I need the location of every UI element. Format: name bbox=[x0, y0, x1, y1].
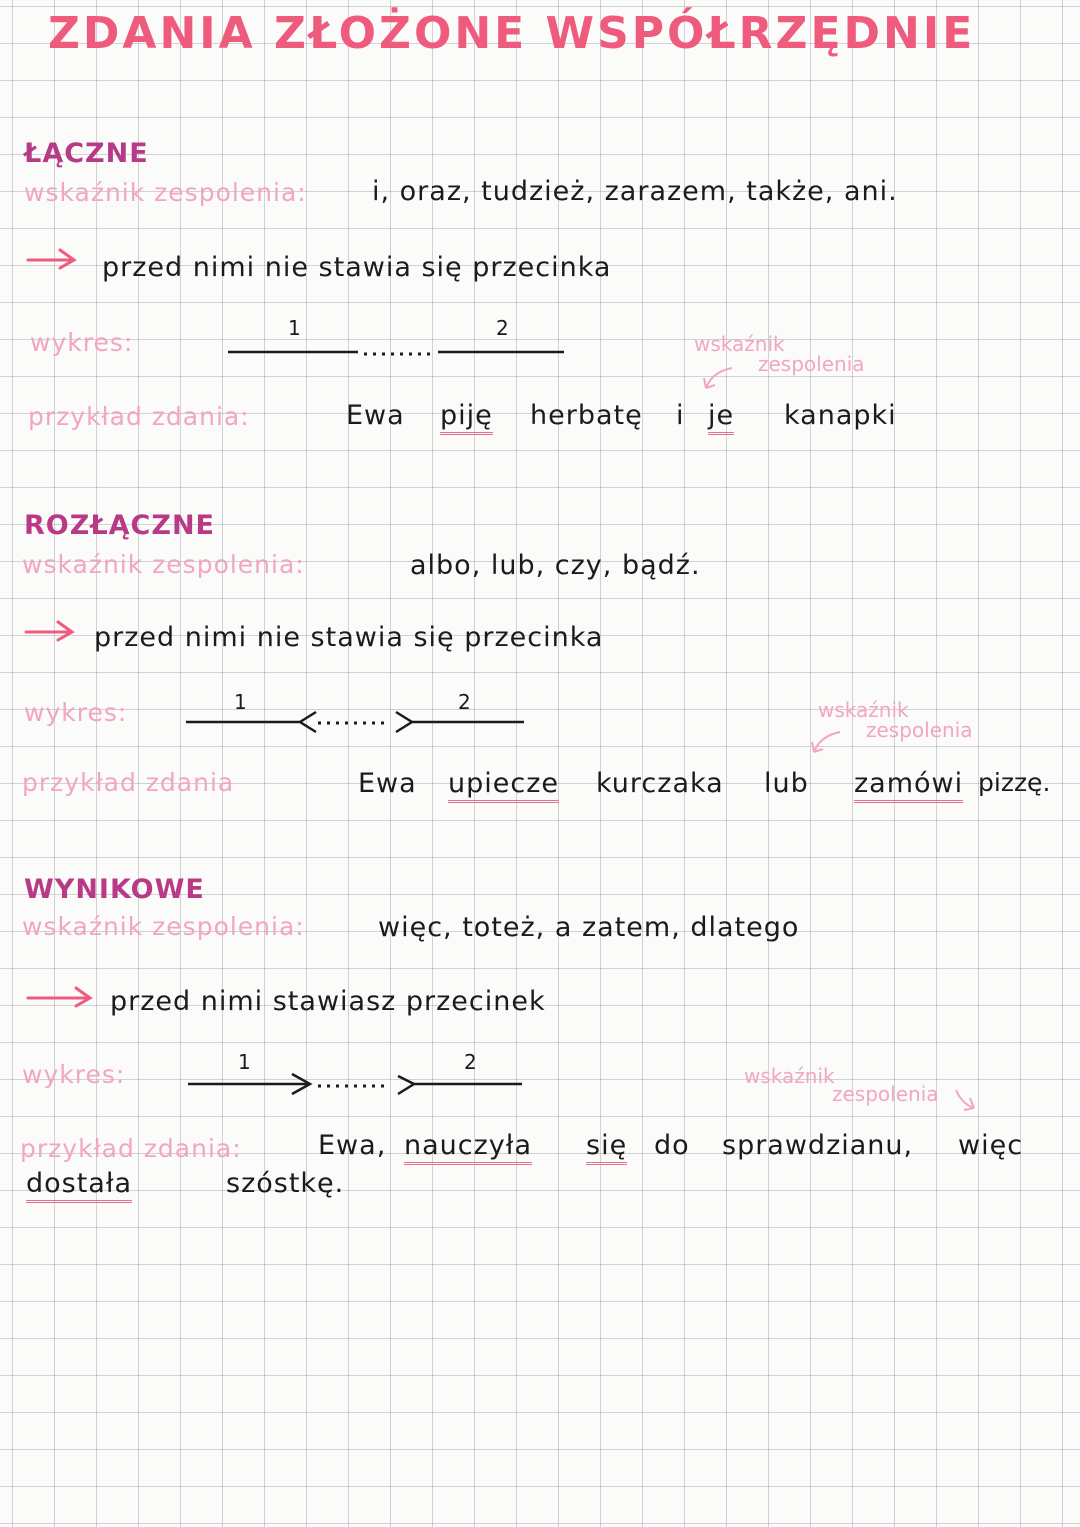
example-predicate: je bbox=[708, 400, 734, 435]
example-predicate: zamówi bbox=[854, 768, 963, 803]
example-word: sprawdzianu, bbox=[722, 1130, 914, 1161]
side-note-line2: zespolenia bbox=[758, 352, 865, 376]
curved-arrow-icon bbox=[806, 728, 846, 762]
side-note-line1: wskaźnik bbox=[744, 1064, 835, 1088]
example-word: pizzę. bbox=[978, 768, 1051, 797]
side-note-line2: zespolenia bbox=[832, 1082, 939, 1106]
diagram-number-2: 2 bbox=[464, 1050, 478, 1074]
diagram-number-2: 2 bbox=[496, 316, 510, 340]
arrow-right-icon bbox=[24, 618, 76, 644]
arrow-right-icon bbox=[26, 984, 94, 1010]
diagram-label: wykres: bbox=[24, 698, 128, 727]
example-word: kurczaka bbox=[596, 768, 724, 799]
diagram-number-1: 1 bbox=[288, 316, 302, 340]
rule-text: przed nimi nie stawia się przecinka bbox=[102, 252, 612, 283]
section-heading: WYNIKOWE bbox=[24, 874, 205, 905]
example-label: przykład zdania bbox=[22, 768, 235, 797]
curved-arrow-icon bbox=[950, 1086, 984, 1118]
indicator-label: wskaźnik zespolenia: bbox=[24, 178, 307, 207]
diagram-number-1: 1 bbox=[234, 690, 248, 714]
curved-arrow-icon bbox=[698, 364, 738, 398]
coordinate-diagram bbox=[226, 318, 566, 362]
example-word: szóstkę. bbox=[226, 1168, 345, 1199]
diagram-label: wykres: bbox=[30, 328, 134, 357]
example-conjunction: więc bbox=[958, 1130, 1024, 1161]
example-label: przykład zdania: bbox=[28, 402, 250, 431]
diagram-number-2: 2 bbox=[458, 690, 472, 714]
indicator-values: i, oraz, tudzież, zarazem, także, ani. bbox=[372, 176, 898, 207]
indicator-label: wskaźnik zespolenia: bbox=[22, 550, 305, 579]
example-word: Ewa bbox=[346, 400, 405, 431]
example-word: Ewa, bbox=[318, 1130, 387, 1161]
indicator-values: więc, toteż, a zatem, dlatego bbox=[378, 912, 800, 943]
section-heading: ROZŁĄCZNE bbox=[24, 510, 215, 541]
diagram-label: wykres: bbox=[22, 1060, 126, 1089]
side-note-line1: wskaźnik bbox=[818, 698, 909, 722]
example-word: do bbox=[654, 1130, 690, 1161]
example-word: herbatę bbox=[530, 400, 643, 431]
diagram-number-1: 1 bbox=[238, 1050, 252, 1074]
rule-text: przed nimi stawiasz przecinek bbox=[110, 986, 546, 1017]
side-note-line2: zespolenia bbox=[866, 718, 973, 742]
example-label: przykład zdania: bbox=[20, 1134, 242, 1163]
section-heading: ŁĄCZNE bbox=[24, 138, 149, 169]
indicator-values: albo, lub, czy, bądź. bbox=[410, 550, 701, 581]
example-conjunction: lub bbox=[764, 768, 809, 799]
example-word: kanapki bbox=[784, 400, 897, 431]
side-note-line1: wskaźnik bbox=[694, 332, 785, 356]
example-predicate: się bbox=[586, 1130, 627, 1165]
arrow-right-icon bbox=[26, 246, 78, 272]
example-word: Ewa bbox=[358, 768, 417, 799]
example-predicate: dostała bbox=[26, 1168, 132, 1203]
indicator-label: wskaźnik zespolenia: bbox=[22, 912, 305, 941]
example-predicate: upiecze bbox=[448, 768, 559, 803]
page-title: ZDANIA ZŁOŻONE WSPÓŁRZĘDNIE bbox=[48, 8, 976, 59]
example-predicate: nauczyła bbox=[404, 1130, 532, 1165]
example-predicate: piję bbox=[440, 400, 493, 435]
rule-text: przed nimi nie stawia się przecinka bbox=[94, 622, 604, 653]
example-conjunction: i bbox=[676, 400, 685, 431]
